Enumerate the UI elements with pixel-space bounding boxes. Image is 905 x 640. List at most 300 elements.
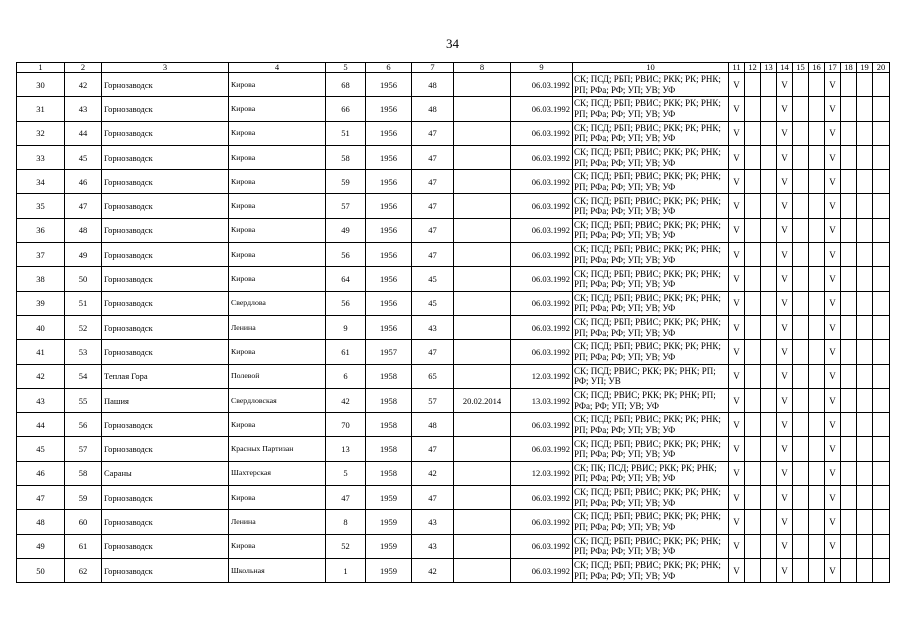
table-row — [17, 194, 890, 218]
column-number-header: 15 — [793, 63, 809, 73]
wear-percent-cell: 65 — [412, 364, 454, 388]
wear-percent-cell: 47 — [412, 170, 454, 194]
year-built-cell: 1956 — [366, 243, 412, 267]
mark-cell — [873, 243, 890, 267]
mark-cell: V — [729, 218, 745, 242]
date-b-cell: 06.03.1992 — [511, 170, 573, 194]
date-b-cell: 06.03.1992 — [511, 340, 573, 364]
wear-percent-cell: 45 — [412, 291, 454, 315]
mark-cell: V — [825, 145, 841, 169]
mark-cell — [761, 243, 777, 267]
mark-cell — [873, 486, 890, 510]
house-number-cell: 56 — [326, 243, 366, 267]
mark-cell: V — [777, 267, 793, 291]
mark-cell — [873, 218, 890, 242]
mark-cell — [761, 486, 777, 510]
mark-cell: V — [777, 510, 793, 534]
street-cell: Красных Партизан — [229, 437, 326, 461]
mark-cell: V — [825, 218, 841, 242]
mark-cell: V — [729, 121, 745, 145]
mark-cell — [857, 170, 873, 194]
date-b-cell: 06.03.1992 — [511, 243, 573, 267]
mark-cell — [841, 364, 857, 388]
work-types-cell: СК; ПСД; РБП; РВИС; РКК; РК; РНК; РП; РФа; РФ; УП; УВ; УФ — [573, 170, 729, 194]
street-cell: Кирова — [229, 170, 326, 194]
mark-cell — [761, 510, 777, 534]
street-cell: Кирова — [229, 218, 326, 242]
registry-number-cell: 55 — [65, 388, 102, 412]
mark-cell — [873, 170, 890, 194]
house-number-cell: 5 — [326, 461, 366, 485]
settlement-cell: Горнозаводск — [102, 510, 229, 534]
wear-percent-cell: 45 — [412, 267, 454, 291]
date-a-cell — [454, 267, 511, 291]
settlement-cell: Горнозаводск — [102, 194, 229, 218]
wear-percent-cell: 43 — [412, 534, 454, 558]
registry-table — [16, 62, 890, 583]
house-number-cell: 61 — [326, 340, 366, 364]
mark-cell: V — [825, 170, 841, 194]
mark-cell: V — [729, 170, 745, 194]
row-index-cell: 30 — [17, 73, 65, 97]
mark-cell — [857, 243, 873, 267]
mark-cell — [857, 364, 873, 388]
mark-cell: V — [729, 194, 745, 218]
row-index-cell: 34 — [17, 170, 65, 194]
work-types-cell: СК; ПСД; РБП; РВИС; РКК; РК; РНК; РП; РФа; РФ; УП; УВ; УФ — [573, 145, 729, 169]
mark-cell — [745, 97, 761, 121]
mark-cell: V — [825, 121, 841, 145]
date-b-cell: 06.03.1992 — [511, 145, 573, 169]
mark-cell: V — [825, 97, 841, 121]
date-a-cell — [454, 461, 511, 485]
mark-cell — [841, 413, 857, 437]
wear-percent-cell: 43 — [412, 315, 454, 339]
column-number-header: 6 — [366, 63, 412, 73]
house-number-cell: 51 — [326, 121, 366, 145]
mark-cell: V — [825, 486, 841, 510]
mark-cell — [761, 534, 777, 558]
mark-cell — [857, 388, 873, 412]
house-number-cell: 6 — [326, 364, 366, 388]
year-built-cell: 1959 — [366, 510, 412, 534]
mark-cell — [873, 388, 890, 412]
mark-cell — [857, 315, 873, 339]
street-cell: Свердловская — [229, 388, 326, 412]
street-cell: Шахтерская — [229, 461, 326, 485]
row-index-cell: 40 — [17, 315, 65, 339]
column-number-header: 17 — [825, 63, 841, 73]
mark-cell: V — [777, 388, 793, 412]
mark-cell — [841, 121, 857, 145]
mark-cell — [745, 243, 761, 267]
year-built-cell: 1956 — [366, 170, 412, 194]
registry-number-cell: 53 — [65, 340, 102, 364]
mark-cell — [745, 510, 761, 534]
year-built-cell: 1959 — [366, 558, 412, 582]
registry-number-cell: 58 — [65, 461, 102, 485]
mark-cell: V — [777, 243, 793, 267]
date-b-cell: 06.03.1992 — [511, 437, 573, 461]
house-number-cell: 47 — [326, 486, 366, 510]
mark-cell — [857, 461, 873, 485]
row-index-cell: 39 — [17, 291, 65, 315]
mark-cell — [857, 97, 873, 121]
house-number-cell: 52 — [326, 534, 366, 558]
table-row — [17, 121, 890, 145]
row-index-cell: 41 — [17, 340, 65, 364]
house-number-cell: 56 — [326, 291, 366, 315]
settlement-cell: Горнозаводск — [102, 73, 229, 97]
row-index-cell: 45 — [17, 437, 65, 461]
date-b-cell: 13.03.1992 — [511, 388, 573, 412]
mark-cell — [761, 413, 777, 437]
street-cell: Ленина — [229, 315, 326, 339]
mark-cell — [761, 194, 777, 218]
mark-cell — [809, 267, 825, 291]
mark-cell — [809, 121, 825, 145]
street-cell: Кирова — [229, 73, 326, 97]
mark-cell — [793, 291, 809, 315]
row-index-cell: 37 — [17, 243, 65, 267]
mark-cell — [857, 510, 873, 534]
mark-cell — [841, 461, 857, 485]
mark-cell: V — [729, 291, 745, 315]
mark-cell: V — [777, 218, 793, 242]
mark-cell — [873, 194, 890, 218]
wear-percent-cell: 47 — [412, 437, 454, 461]
date-b-cell: 06.03.1992 — [511, 267, 573, 291]
settlement-cell: Горнозаводск — [102, 486, 229, 510]
mark-cell — [745, 388, 761, 412]
mark-cell — [809, 510, 825, 534]
mark-cell — [761, 315, 777, 339]
mark-cell — [873, 97, 890, 121]
row-index-cell: 32 — [17, 121, 65, 145]
table-row — [17, 388, 890, 412]
mark-cell — [793, 243, 809, 267]
wear-percent-cell: 47 — [412, 340, 454, 364]
work-types-cell: СК; ПСД; РБП; РВИС; РКК; РК; РНК; РП; РФа; РФ; УП; УВ; УФ — [573, 340, 729, 364]
work-types-cell: СК; ПСД; РБП; РВИС; РКК; РК; РНК; РП; РФа; РФ; УП; УВ; УФ — [573, 486, 729, 510]
mark-cell — [873, 413, 890, 437]
street-cell: Кирова — [229, 97, 326, 121]
mark-cell: V — [729, 145, 745, 169]
mark-cell — [761, 461, 777, 485]
house-number-cell: 13 — [326, 437, 366, 461]
column-number-row — [17, 63, 890, 73]
date-a-cell — [454, 291, 511, 315]
house-number-cell: 42 — [326, 388, 366, 412]
mark-cell — [793, 461, 809, 485]
street-cell: Кирова — [229, 413, 326, 437]
registry-number-cell: 45 — [65, 145, 102, 169]
work-types-cell: СК; ПСД; РВИС; РКК; РК; РНК; РП; РФа; РФ; УП; УВ; УФ — [573, 388, 729, 412]
settlement-cell: Горнозаводск — [102, 291, 229, 315]
column-number-header: 12 — [745, 63, 761, 73]
work-types-cell: СК; ПСД; РБП; РВИС; РКК; РК; РНК; РП; РФа; РФ; УП; УВ; УФ — [573, 73, 729, 97]
column-number-header: 2 — [65, 63, 102, 73]
work-types-cell: СК; ПСД; РБП; РВИС; РКК; РК; РНК; РП; РФа; РФ; УП; УВ; УФ — [573, 315, 729, 339]
mark-cell — [745, 121, 761, 145]
mark-cell — [793, 121, 809, 145]
table-row — [17, 73, 890, 97]
date-a-cell — [454, 121, 511, 145]
mark-cell — [809, 340, 825, 364]
work-types-cell: СК; ПСД; РВИС; РКК; РК; РНК; РП; РФ; УП; УВ — [573, 364, 729, 388]
registry-number-cell: 48 — [65, 218, 102, 242]
mark-cell — [793, 413, 809, 437]
mark-cell — [857, 145, 873, 169]
house-number-cell: 64 — [326, 267, 366, 291]
date-a-cell — [454, 558, 511, 582]
mark-cell — [745, 145, 761, 169]
column-number-header: 1 — [17, 63, 65, 73]
date-a-cell — [454, 170, 511, 194]
date-b-cell: 06.03.1992 — [511, 315, 573, 339]
mark-cell: V — [825, 364, 841, 388]
year-built-cell: 1959 — [366, 534, 412, 558]
settlement-cell: Горнозаводск — [102, 145, 229, 169]
mark-cell — [809, 97, 825, 121]
registry-number-cell: 62 — [65, 558, 102, 582]
column-number-header: 7 — [412, 63, 454, 73]
mark-cell: V — [825, 437, 841, 461]
mark-cell — [841, 534, 857, 558]
date-b-cell: 06.03.1992 — [511, 121, 573, 145]
mark-cell: V — [729, 97, 745, 121]
table-row — [17, 340, 890, 364]
table-row — [17, 97, 890, 121]
mark-cell: V — [729, 486, 745, 510]
house-number-cell: 1 — [326, 558, 366, 582]
mark-cell: V — [729, 534, 745, 558]
date-a-cell — [454, 73, 511, 97]
year-built-cell: 1959 — [366, 486, 412, 510]
mark-cell — [809, 388, 825, 412]
settlement-cell: Горнозаводск — [102, 97, 229, 121]
settlement-cell: Горнозаводск — [102, 315, 229, 339]
table-row — [17, 510, 890, 534]
registry-number-cell: 50 — [65, 267, 102, 291]
mark-cell — [793, 267, 809, 291]
mark-cell — [809, 486, 825, 510]
date-a-cell — [454, 437, 511, 461]
mark-cell — [873, 315, 890, 339]
date-a-cell — [454, 364, 511, 388]
mark-cell — [873, 364, 890, 388]
mark-cell: V — [777, 170, 793, 194]
mark-cell — [793, 340, 809, 364]
row-index-cell: 49 — [17, 534, 65, 558]
registry-number-cell: 47 — [65, 194, 102, 218]
mark-cell — [809, 218, 825, 242]
mark-cell — [873, 558, 890, 582]
street-cell: Школьная — [229, 558, 326, 582]
mark-cell — [873, 267, 890, 291]
street-cell: Кирова — [229, 243, 326, 267]
date-a-cell — [454, 486, 511, 510]
mark-cell — [841, 170, 857, 194]
mark-cell — [873, 73, 890, 97]
mark-cell: V — [777, 97, 793, 121]
table-row — [17, 243, 890, 267]
house-number-cell: 49 — [326, 218, 366, 242]
date-b-cell: 06.03.1992 — [511, 486, 573, 510]
table-row — [17, 461, 890, 485]
page-number: 34 — [446, 36, 459, 51]
street-cell: Свердлова — [229, 291, 326, 315]
work-types-cell: СК; ПСД; РБП; РВИС; РКК; РК; РНК; РП; РФа; РФ; УП; УВ; УФ — [573, 267, 729, 291]
mark-cell — [809, 558, 825, 582]
column-number-header: 5 — [326, 63, 366, 73]
mark-cell: V — [825, 340, 841, 364]
mark-cell: V — [825, 267, 841, 291]
table-row — [17, 218, 890, 242]
work-types-cell: СК; ПСД; РБП; РВИС; РКК; РК; РНК; РП; РФа; РФ; УП; УВ; УФ — [573, 97, 729, 121]
mark-cell — [809, 145, 825, 169]
year-built-cell: 1958 — [366, 364, 412, 388]
mark-cell — [809, 170, 825, 194]
date-a-cell — [454, 97, 511, 121]
mark-cell — [857, 194, 873, 218]
row-index-cell: 31 — [17, 97, 65, 121]
mark-cell: V — [825, 194, 841, 218]
street-cell: Ленина — [229, 510, 326, 534]
wear-percent-cell: 57 — [412, 388, 454, 412]
date-b-cell: 06.03.1992 — [511, 534, 573, 558]
mark-cell — [841, 340, 857, 364]
registry-number-cell: 52 — [65, 315, 102, 339]
mark-cell: V — [777, 486, 793, 510]
settlement-cell: Горнозаводск — [102, 340, 229, 364]
work-types-cell: СК; ПСД; РБП; РВИС; РКК; РК; РНК; РП; РФа; РФ; УП; УВ; УФ — [573, 510, 729, 534]
table-row — [17, 145, 890, 169]
mark-cell — [745, 364, 761, 388]
mark-cell: V — [729, 388, 745, 412]
mark-cell — [745, 534, 761, 558]
mark-cell — [809, 364, 825, 388]
column-number-header: 8 — [454, 63, 511, 73]
table-row — [17, 170, 890, 194]
mark-cell: V — [729, 267, 745, 291]
mark-cell — [745, 486, 761, 510]
date-b-cell: 06.03.1992 — [511, 194, 573, 218]
date-a-cell: 20.02.2014 — [454, 388, 511, 412]
house-number-cell: 9 — [326, 315, 366, 339]
wear-percent-cell: 42 — [412, 558, 454, 582]
mark-cell — [745, 73, 761, 97]
mark-cell: V — [777, 558, 793, 582]
registry-number-cell: 61 — [65, 534, 102, 558]
row-index-cell: 36 — [17, 218, 65, 242]
settlement-cell: Горнозаводск — [102, 170, 229, 194]
wear-percent-cell: 42 — [412, 461, 454, 485]
house-number-cell: 68 — [326, 73, 366, 97]
mark-cell — [793, 364, 809, 388]
mark-cell — [857, 534, 873, 558]
registry-number-cell: 42 — [65, 73, 102, 97]
work-types-cell: СК; ПСД; РБП; РВИС; РКК; РК; РНК; РП; РФа; РФ; УП; УВ; УФ — [573, 437, 729, 461]
mark-cell: V — [825, 388, 841, 412]
mark-cell: V — [777, 413, 793, 437]
mark-cell: V — [729, 413, 745, 437]
mark-cell: V — [729, 364, 745, 388]
wear-percent-cell: 47 — [412, 145, 454, 169]
mark-cell — [745, 437, 761, 461]
wear-percent-cell: 47 — [412, 194, 454, 218]
table-row — [17, 315, 890, 339]
mark-cell: V — [729, 73, 745, 97]
street-cell: Кирова — [229, 121, 326, 145]
mark-cell — [793, 534, 809, 558]
street-cell: Кирова — [229, 340, 326, 364]
mark-cell — [761, 340, 777, 364]
column-number-header: 14 — [777, 63, 793, 73]
mark-cell — [857, 73, 873, 97]
mark-cell — [761, 145, 777, 169]
wear-percent-cell: 47 — [412, 486, 454, 510]
date-a-cell — [454, 194, 511, 218]
mark-cell — [745, 194, 761, 218]
mark-cell — [809, 437, 825, 461]
mark-cell — [761, 267, 777, 291]
date-a-cell — [454, 315, 511, 339]
column-number-header: 10 — [573, 63, 729, 73]
date-b-cell: 12.03.1992 — [511, 364, 573, 388]
street-cell: Кирова — [229, 486, 326, 510]
work-types-cell: СК; ПСД; РБП; РВИС; РКК; РК; РНК; РП; РФа; РФ; УП; УВ; УФ — [573, 558, 729, 582]
wear-percent-cell: 47 — [412, 121, 454, 145]
wear-percent-cell: 48 — [412, 97, 454, 121]
mark-cell: V — [777, 73, 793, 97]
mark-cell: V — [729, 510, 745, 534]
mark-cell: V — [825, 315, 841, 339]
year-built-cell: 1956 — [366, 194, 412, 218]
year-built-cell: 1956 — [366, 73, 412, 97]
date-a-cell — [454, 340, 511, 364]
registry-number-cell: 46 — [65, 170, 102, 194]
column-number-header: 3 — [102, 63, 229, 73]
table-row — [17, 267, 890, 291]
table-row — [17, 413, 890, 437]
column-number-header: 19 — [857, 63, 873, 73]
mark-cell — [761, 97, 777, 121]
mark-cell: V — [777, 340, 793, 364]
wear-percent-cell: 47 — [412, 243, 454, 267]
mark-cell — [761, 388, 777, 412]
mark-cell: V — [729, 461, 745, 485]
mark-cell — [857, 121, 873, 145]
mark-cell — [809, 194, 825, 218]
mark-cell — [873, 534, 890, 558]
mark-cell — [745, 218, 761, 242]
mark-cell — [841, 510, 857, 534]
table-body — [17, 73, 890, 583]
mark-cell — [793, 194, 809, 218]
column-number-header: 20 — [873, 63, 890, 73]
work-types-cell: СК; ПК; ПСД; РВИС; РКК; РК; РНК; РП; РФа; РФ; УП; УВ; УФ — [573, 461, 729, 485]
mark-cell — [793, 170, 809, 194]
year-built-cell: 1956 — [366, 97, 412, 121]
column-number-header: 4 — [229, 63, 326, 73]
mark-cell: V — [729, 558, 745, 582]
wear-percent-cell: 48 — [412, 73, 454, 97]
mark-cell — [793, 73, 809, 97]
mark-cell — [761, 558, 777, 582]
mark-cell — [841, 194, 857, 218]
mark-cell — [761, 364, 777, 388]
